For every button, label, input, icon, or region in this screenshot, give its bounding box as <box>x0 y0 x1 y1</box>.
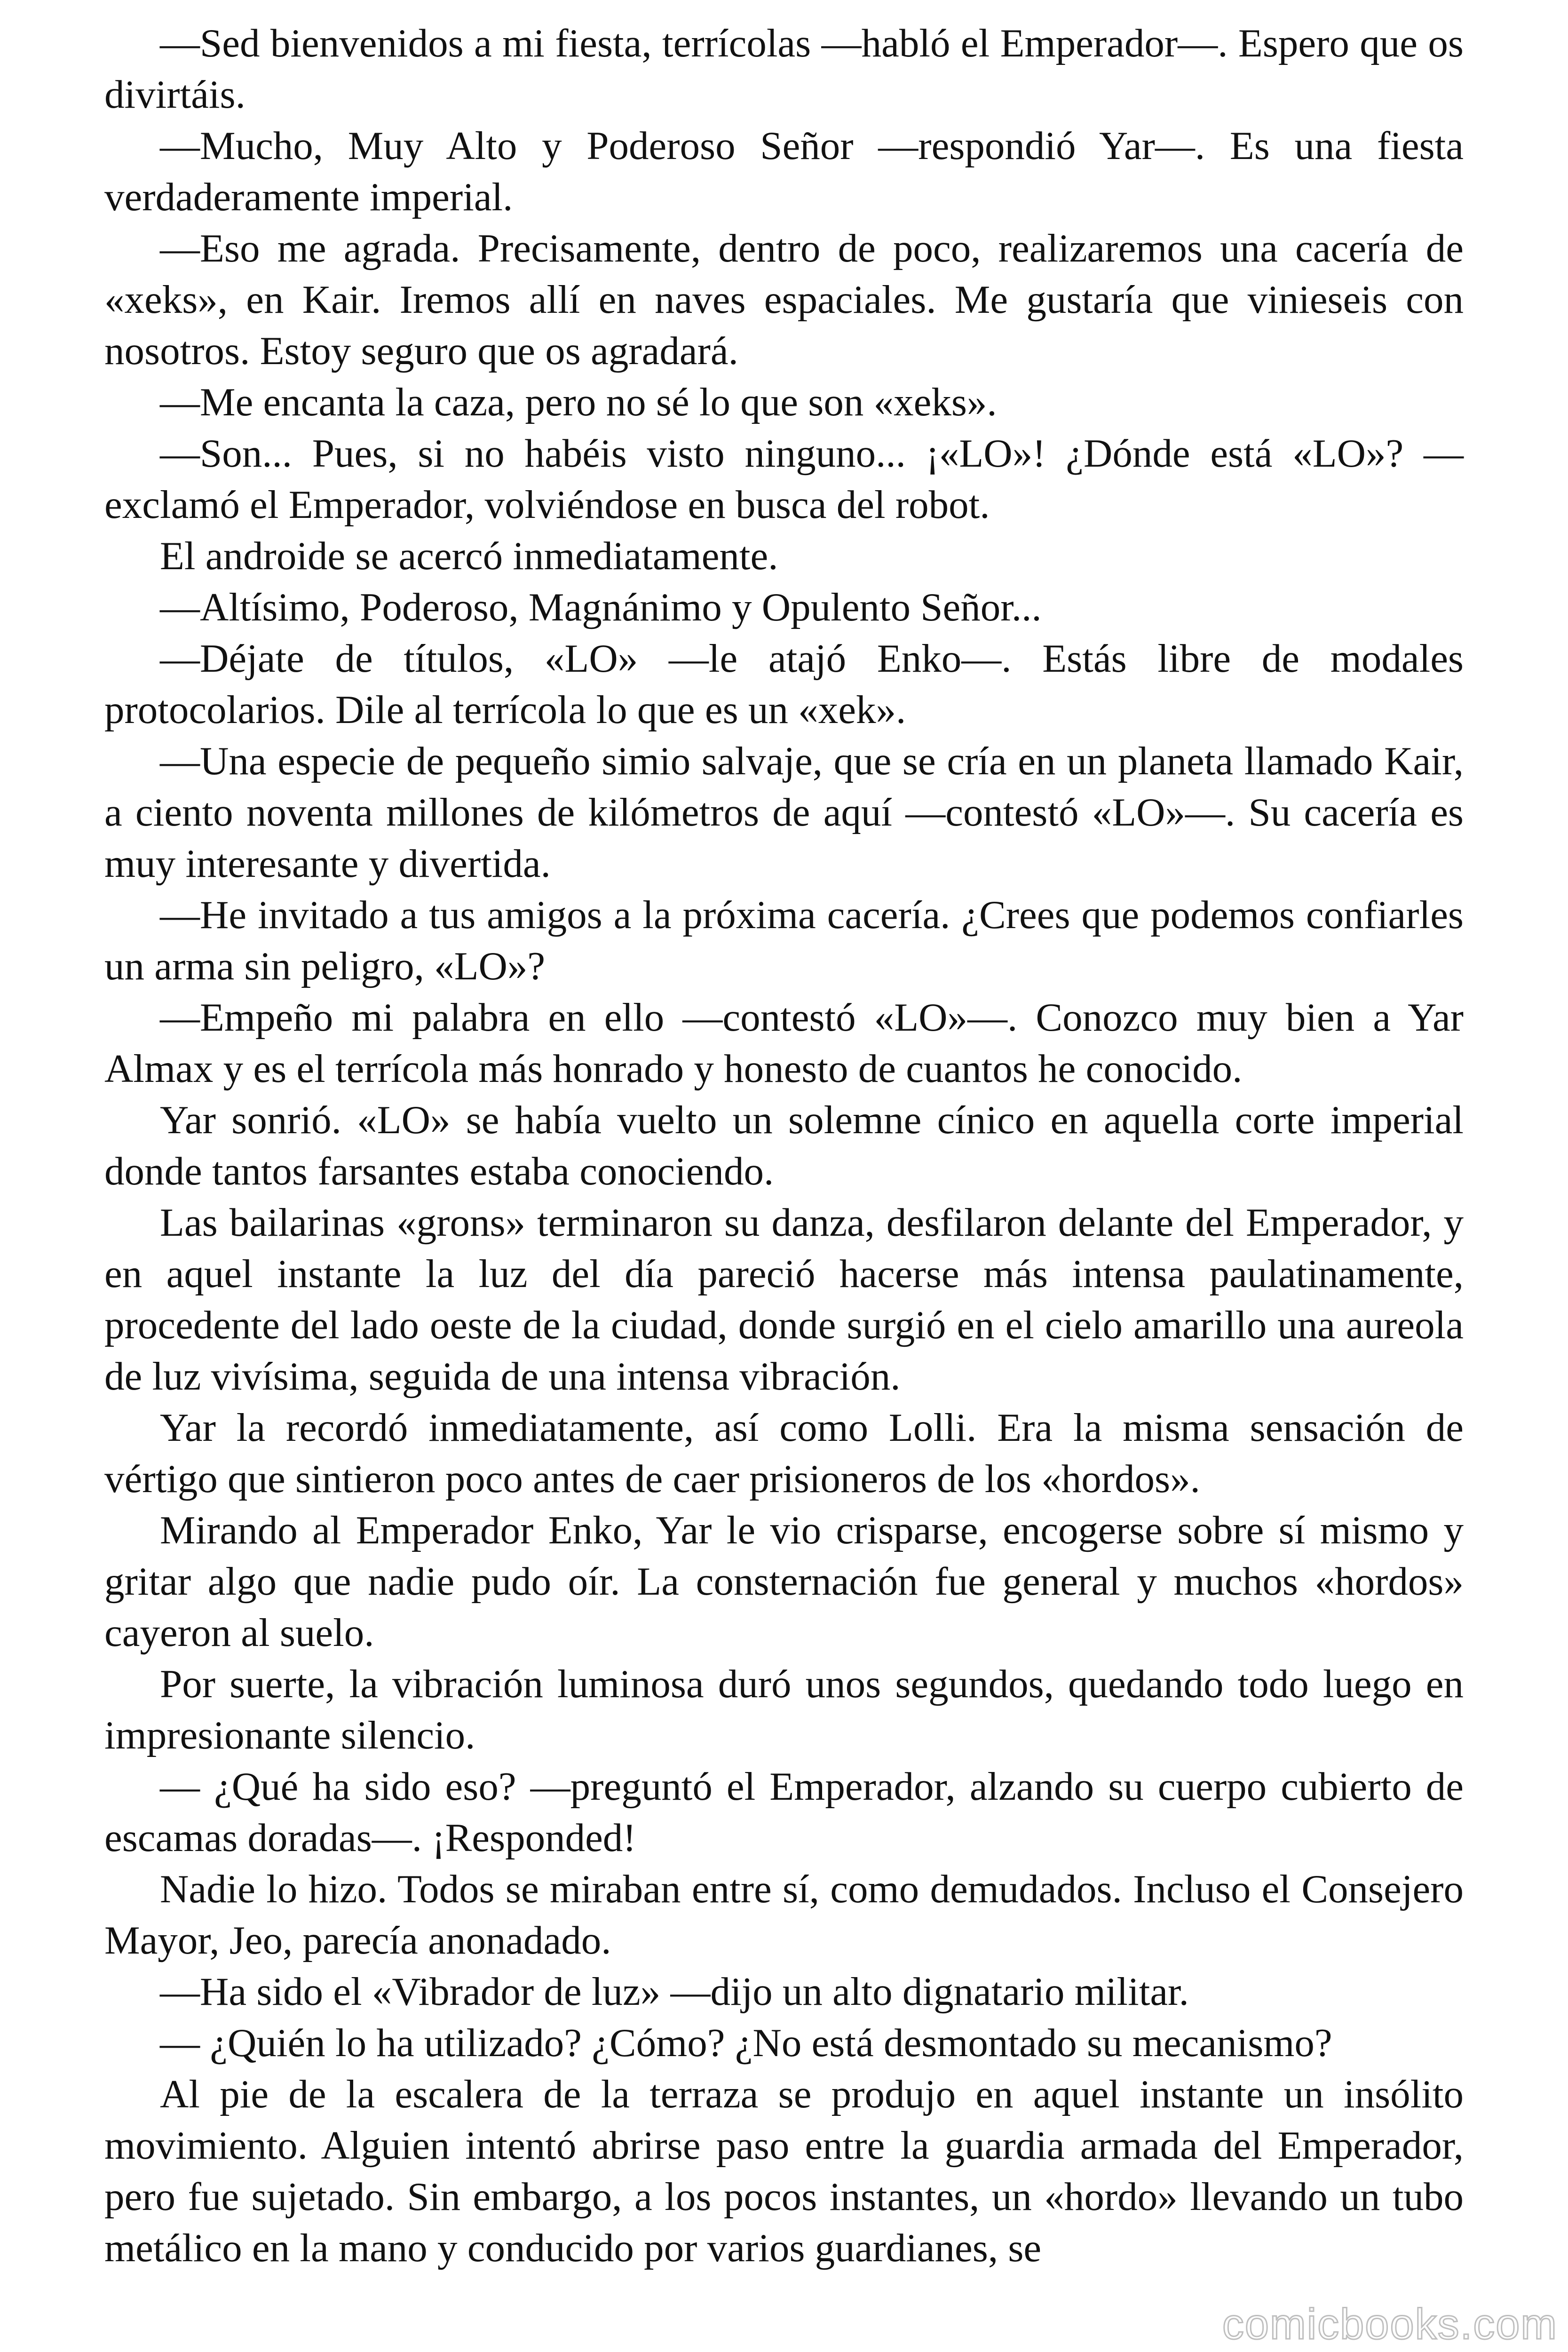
paragraph: Nadie lo hizo. Todos se miraban entre sí, como demudados. Incluso el Consejero Mayor, Jeo, parecía anonadado. <box>104 1867 1464 1963</box>
paragraph: — ¿Quién lo ha utilizado? ¿Cómo? ¿No está desmontado su mecanismo? <box>160 2021 1332 2065</box>
paragraph: — ¿Qué ha sido eso? —preguntó el Emperador, alzando su cuerpo cubierto de escamas doradas—. ¡Responded! <box>104 1764 1464 1860</box>
paragraph: Mirando al Emperador Enko, Yar le vio crisparse, encogerse sobre sí mismo y gritar algo que nadie pudo oír. La consternación fue general y muchos «hordos» cayeron al suelo. <box>104 1508 1464 1655</box>
paragraph: Por suerte, la vibración luminosa duró unos segundos, quedando todo luego en impresionante silencio. <box>104 1662 1464 1757</box>
paragraph: Yar la recordó inmediatamente, así como Lolli. Era la misma sensación de vértigo que sintieron poco antes de caer prisioneros de los «hordos». <box>104 1406 1464 1501</box>
paragraph: —Altísimo, Poderoso, Magnánimo y Opulento Señor... <box>160 585 1042 629</box>
paragraph: El androide se acercó inmediatamente. <box>160 534 778 578</box>
paragraph: Yar sonrió. «LO» se había vuelto un solemne cínico en aquella corte imperial donde tantos farsantes estaba conociendo. <box>104 1098 1464 1193</box>
paragraph: —Ha sido el «Vibrador de luz» —dijo un alto dignatario militar. <box>160 1970 1189 2014</box>
paragraph: —Sed bienvenidos a mi fiesta, terrícolas —habló el Emperador—. Espero que os divirtáis. <box>104 21 1464 117</box>
paragraph: Las bailarinas «grons» terminaron su danza, desfilaron delante del Emperador, y en aquel instante la luz del día pareció hacerse más intensa paulatinamente, procedente del lado oeste de la ciudad, donde surgió en el cielo amarillo una aureola de luz vivísima, seguida de una intensa vibración. <box>104 1200 1464 1398</box>
paragraph: —He invitado a tus amigos a la próxima cacería. ¿Crees que podemos confiarles un arma sin peligro, «LO»? <box>104 893 1464 988</box>
paragraph: —Una especie de pequeño simio salvaje, que se cría en un planeta llamado Kair, a ciento noventa millones de kilómetros de aquí —contestó «LO»—. Su cacería es muy interesante y divertida. <box>104 739 1464 886</box>
paragraph: Al pie de la escalera de la terraza se produjo en aquel instante un insólito movimiento. Alguien intentó abrirse paso entre la guardia armada del Emperador, pero fue sujetado. Sin embargo, a los pocos instantes, un «hordo» llevando un tubo metálico en la mano y conducido por varios guardianes, se <box>104 2072 1464 2270</box>
document-page <box>104 18 1464 2274</box>
paragraph: —Me encanta la caza, pero no sé lo que son «xeks». <box>160 380 997 424</box>
paragraph: —Déjate de títulos, «LO» —le atajó Enko—. Estás libre de modales protocolarios. Dile al terrícola lo que es un «xek». <box>104 636 1464 732</box>
paragraph: —Son... Pues, si no habéis visto ninguno... ¡«LO»! ¿Dónde está «LO»? —exclamó el Emperador, volviéndose en busca del robot. <box>104 431 1464 527</box>
paragraph: —Mucho, Muy Alto y Poderoso Señor —respondió Yar—. Es una fiesta verdaderamente imperial. <box>104 124 1464 219</box>
watermark: comicbooks.com <box>1222 2300 1558 2348</box>
paragraph: —Empeño mi palabra en ello —contestó «LO»—. Conozco muy bien a Yar Almax y es el terrícola más honrado y honesto de cuantos he conocido. <box>104 995 1464 1091</box>
paragraph: —Eso me agrada. Precisamente, dentro de poco, realizaremos una cacería de «xeks», en Kair. Iremos allí en naves espaciales. Me gustaría que vinieseis con nosotros. Estoy seguro que os agradará. <box>104 226 1464 373</box>
